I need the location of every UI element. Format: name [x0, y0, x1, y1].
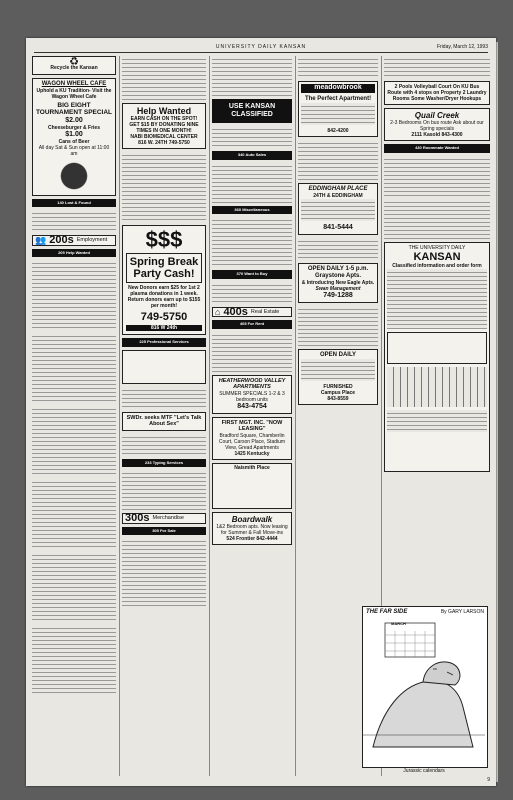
classified-text: [122, 434, 206, 456]
for-rent-header: 405 For Rent: [212, 320, 292, 329]
employment-section: [32, 235, 116, 246]
eddingham-copy: [301, 199, 375, 221]
rate-table: [387, 332, 487, 364]
firstmgt-list: Bradford Square, Chamberlin Court, Carson Place, Stadium View, Gread Apartments: [218, 432, 286, 451]
classified-text: [212, 163, 292, 203]
classified-text: [212, 282, 292, 304]
eddingham-title: EDDINGHAM PLACE: [308, 185, 368, 192]
hours: All day Sat & Sun open at 11:00 am: [38, 144, 110, 157]
employment-number: 200s: [49, 234, 74, 246]
use-kansan-text: USE KANSAN CLASSIFIED: [228, 103, 276, 118]
boardwalk-address: 524 Frontier 842-4444: [226, 535, 278, 542]
merchandise-section: [122, 513, 206, 524]
classified-text: [212, 126, 292, 148]
classified-text: [32, 552, 116, 622]
meadowbrook-head: The Perfect Apartment!: [304, 95, 372, 102]
first-mgt-ad: [212, 417, 292, 460]
heatherwood-special: SUMMER SPECIALS 1-2 & 3 bedroom units: [219, 390, 285, 403]
item-1: Cheeseburger & Fries: [48, 124, 100, 131]
column-rule: [119, 56, 120, 776]
classified-text: [122, 470, 206, 510]
newspaper-page: [26, 38, 496, 786]
calendar-month: MARCH: [391, 621, 406, 626]
help-wanted-title: Help Wanted: [136, 106, 192, 116]
firstmgt-address: 1425 Kentucky: [234, 450, 270, 457]
classified-text: [122, 387, 206, 409]
larson-credit: By GARY LARSON: [440, 609, 484, 615]
form-fields: [387, 410, 487, 432]
date-line: Friday, March 12, 1993: [436, 44, 488, 50]
eddingham-ad: [298, 183, 378, 235]
column-3: [212, 56, 292, 776]
pools-text: 2 Pools Volleyball Court On KU Bus Route with 4 stops on Property 2 Laundry Rooms Some Washer/Dryer Hookups: [387, 84, 487, 102]
order-form: [384, 242, 490, 472]
column-2: [122, 56, 206, 776]
recycle-icon: ♻: [69, 56, 79, 68]
house-icon: ⌂: [215, 306, 221, 317]
earn-cash: EARN CASH ON THE SPOT!: [130, 116, 198, 122]
classified-text: [384, 199, 490, 239]
ad-entry-grid: [387, 367, 487, 407]
spring-address: 816 W 24th: [126, 325, 202, 331]
boardwalk-sub: 1&2 Bedroom apts. Now leasing for Summer & Fall Move-ins: [216, 523, 288, 536]
misc-header: 360 Miscellaneous: [212, 206, 292, 215]
heatherwood-ad: [212, 375, 292, 414]
classified-text: [384, 56, 490, 78]
use-kansan-ad: [212, 99, 292, 123]
help-wanted-header: 205 Help Wanted: [32, 249, 116, 258]
open-daily: OPEN DAILY: [319, 351, 357, 358]
real-estate-section: [212, 307, 292, 318]
pools-ad: [384, 81, 490, 105]
page-header: [34, 44, 488, 53]
calendar-dinosaur-illustration: [363, 617, 485, 753]
meadowbrook-title: meadowbrook: [301, 84, 375, 93]
tourney: BIG EIGHT TOURNAMENT SPECIAL: [35, 101, 113, 116]
people-icon: 👥: [35, 235, 47, 245]
boardwalk-title: Boardwalk: [231, 514, 273, 524]
graystone-title: Graystone Apts.: [314, 272, 362, 279]
for-sale-header: 305 For Sale: [122, 527, 206, 536]
wagon-sub: Uphold a KU Tradition- Visit the Wagon Wheel Cafe: [36, 87, 112, 100]
quail-creek-ad: [384, 108, 490, 141]
furnished-text: FURNISHED: [323, 383, 353, 390]
wagon-wheel-ad: [32, 78, 116, 196]
kansan-title: KANSAN: [413, 250, 461, 263]
swan-text: Swan Management: [315, 285, 361, 292]
nabi-address: 816 W. 24TH 749-5750: [138, 140, 190, 146]
want-to-buy-header: 370 Want to Buy: [212, 270, 292, 279]
lost-found-header: 140 Lost & Found: [32, 199, 116, 208]
nabi-center: NABI BIOMEDICAL CENTER: [130, 134, 198, 140]
tarot-ad: [122, 350, 206, 384]
merchandise-label: Merchandise: [152, 515, 184, 521]
classified-text: [32, 406, 116, 476]
naismith-ad: [212, 463, 292, 509]
classified-text: [32, 260, 116, 330]
eddingham-phone: 841-5444: [323, 223, 353, 231]
earn-donate: GET $15 BY DONATING NINE TIMES IN ONE MONTH!: [129, 122, 199, 134]
nabi-ad: [122, 103, 206, 149]
money-icon: $$$: [145, 227, 183, 252]
cartoon-caption: Jurassic calendars: [403, 768, 445, 774]
graystone-open: OPEN DAILY 1-5 p.m.: [307, 265, 369, 272]
swdr-text: SWDr. seeks MTF "Let's Talk About Sex": [126, 414, 202, 427]
item-2: Cans of Beer: [58, 138, 90, 145]
far-side-cartoon: [362, 606, 488, 768]
heatherwood-title: HEATHERWOOD VALLEY APARTMENTS: [218, 377, 286, 390]
form-title: Classified information and order form: [392, 262, 482, 269]
masthead: UNIVERSITY DAILY KANSAN: [215, 44, 307, 50]
graystone-phone: 749-1288: [323, 291, 353, 299]
far-side-title: THE FAR SIDE: [366, 609, 408, 615]
real-estate-label: Real Estate: [250, 308, 280, 315]
price-1: $2.00: [65, 116, 83, 124]
meadowbrook-ad: [298, 81, 378, 137]
column-1: [32, 56, 116, 776]
form-instructions: [387, 269, 487, 329]
classified-text: [32, 479, 116, 549]
classified-text: [384, 156, 490, 196]
classified-text: [122, 538, 206, 608]
meadowbrook-copy: [301, 103, 375, 125]
classified-text: [122, 56, 206, 100]
real-estate-number: 400s: [223, 305, 248, 318]
wagon-wheel-icon: [35, 159, 113, 193]
spring-break-title: Spring Break Party Cash!: [129, 256, 199, 280]
recycle-text: Recycle the Kansan: [50, 64, 98, 71]
merchandise-number: 300s: [125, 512, 150, 524]
quail-title: Quail Creek: [414, 111, 460, 120]
auto-sales-header: 340 Auto Sales: [212, 151, 292, 160]
column-rule: [209, 56, 210, 776]
roommate-header: 430 Roommate Wanted: [384, 144, 490, 153]
classified-text: [212, 56, 292, 96]
campus-place: Campus Place: [320, 389, 356, 396]
classified-text: [298, 238, 378, 260]
meadowbrook-phone: 842-4200: [327, 127, 349, 134]
eddingham-sub: 24TH & EDDINGHAM: [313, 192, 363, 199]
price-2: $1.00: [65, 130, 83, 138]
spring-phone: 749-5750: [140, 311, 188, 323]
campus-copy: [301, 359, 375, 381]
kansan-sub: THE UNIVERSITY DAILY: [408, 244, 466, 251]
classified-text: [212, 217, 292, 267]
classified-text: [298, 306, 378, 346]
classified-text: [32, 333, 116, 403]
classified-text: [212, 332, 292, 372]
quail-sub: 2-3 Bedrooms On bus route Ask about our Spring specials: [390, 120, 484, 132]
classified-text: [298, 56, 378, 78]
swdr-ad: [122, 412, 206, 431]
page-number: 9: [487, 777, 490, 783]
eagle-text: & Introducing New Eagle Apts.: [301, 279, 375, 286]
column-rule: [295, 56, 296, 776]
recycle-box: [32, 56, 116, 75]
classified-text: [298, 140, 378, 180]
quail-address: 2111 Kasold 843-4300: [411, 132, 463, 138]
lost-found-text: [32, 210, 116, 232]
campus-place-ad: [298, 349, 378, 405]
naismith-title: Naismith Place: [234, 464, 270, 471]
heatherwood-phone: 843-4754: [237, 402, 267, 410]
typing-header: 233 Typing Services: [122, 459, 206, 468]
firstmgt-title: FIRST MGT. INC. "NOW LEASING": [221, 419, 283, 432]
classified-text: [122, 152, 206, 222]
boardwalk-ad: [212, 512, 292, 545]
spring-break-ad: [122, 225, 206, 335]
employment-label: Employment: [76, 237, 108, 243]
campus-phone: 843-8559: [327, 395, 349, 402]
new-donors: New Donors earn $25 for 1st 2 plasma donations in 1 week. Return donors earn up to $155 per month!: [127, 285, 201, 309]
prof-services-header: 225 Professional Services: [122, 338, 206, 347]
wagon-title: WAGON WHEEL CAFE: [41, 80, 107, 87]
graystone-ad: [298, 263, 378, 303]
classified-text: [32, 625, 116, 695]
